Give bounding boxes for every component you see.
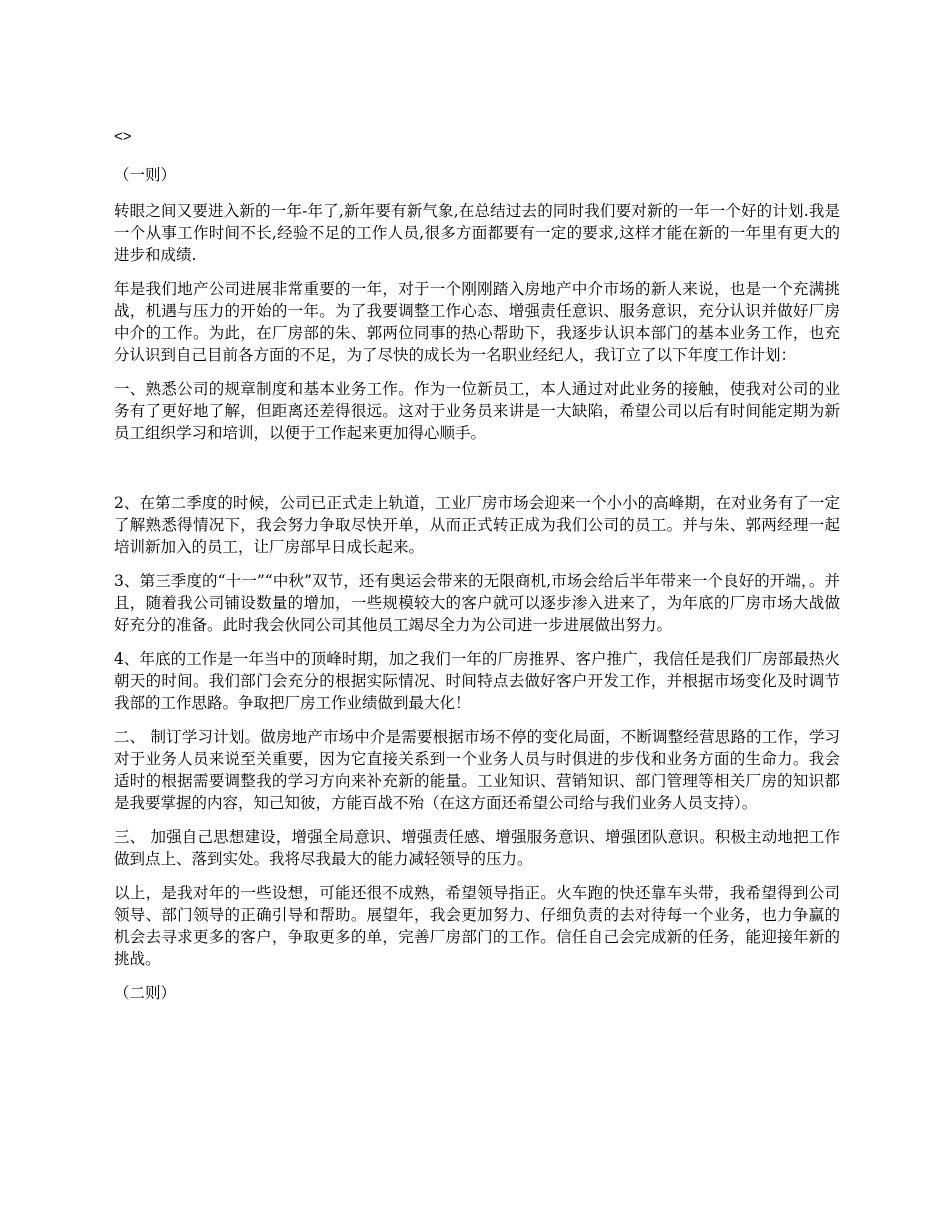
document-mark: <>: [114, 128, 132, 145]
plan-item-q2: 2、在第二季度的时候，公司已正式走上轨道，工业厂房市场会迎来一个小小的高峰期，在对业务有了一定了解熟悉得情况下，我会努力争取尽快开单，从而正式转正成为我们公司的员工。并与朱、郭两经理一起培训新加入的员工，让厂房部早日成长起来。: [114, 494, 840, 556]
background-paragraph: 年是我们地产公司进展非常重要的一年，对于一个刚刚踏入房地产中介市场的新人来说，也是一个充满挑战，机遇与压力的开始的一年。为了我要调整工作心态、增强责任意识、服务意识，充分认识并做好厂房中介的工作。为此，在厂房部的朱、郭两位同事的热心帮助下，我逐步认识本部门的基本业务工作，也充分认识到自己目前各方面的不足，为了尽快的成长为一名职业经纪人，我订立了以下年度工作计划：: [114, 280, 840, 364]
section-label-one: （一则）: [114, 166, 177, 184]
plan-item-q3: 3、第三季度的“十一”“中秋”双节，还有奥运会带来的无限商机,市场会给后半年带来一个良好的开端，。并且，随着我公司铺设数量的增加，一些规模较大的客户就可以逐步渗入进来了，为年底的厂房市场大战做好充分的准备。此时我会伙同公司其他员工竭尽全力为公司进一步进展做出努力。: [114, 572, 840, 634]
paragraph-gap: [114, 456, 840, 492]
plan-item-two: 二、 制订学习计划。做房地产市场中介是需要根据市场不停的变化局面，不断调整经营思路的工作，学习对于业务人员来说至关重要，因为它直接关系到一个业务人员与时俱进的步伐和业务方面的生命力。我会适时的根据需要调整我的学习方向来补充新的能量。工业知识、营销知识、部门管理等相关厂房的知识都是我要掌握的内容，知己知彼，方能百战不殆（在这方面还希望公司给与我们业务人员支持）。: [114, 728, 840, 812]
plan-item-three: 三、 加强自己思想建设，增强全局意识、增强责任感、增强服务意识、增强团队意识。积极主动地把工作做到点上、落到实处。我将尽我最大的能力减轻领导的压力。: [114, 828, 840, 868]
document-page: [114, 126, 840, 1018]
plan-item-year-end: 4、年底的工作是一年当中的顶峰时期，加之我们一年的厂房推界、客户推广，我信任是我们厂房部最热火朝天的时间。我们部门会充分的根据实际情况、时间特点去做好客户开发工作，并根据市场变化及时调节我部的工作思路。争取把厂房工作业绩做到最大化！: [114, 650, 840, 712]
plan-item-one: 一、熟悉公司的规章制度和基本业务工作。作为一位新员工，本人通过对此业务的接触，使我对公司的业务有了更好地了解，但距离还差得很远。这对于业务员来讲是一大缺陷，希望公司以后有时间能定期为新员工组织学习和培训，以便于工作起来更加得心顺手。: [114, 380, 840, 442]
section-label-two: （二则）: [114, 984, 177, 1002]
intro-paragraph: 转眼之间又要进入新的一年-年了,新年要有新气象,在总结过去的同时我们要对新的一年一个好的计划.我是一个从事工作时间不长,经验不足的工作人员,很多方面都要有一定的要求,这样才能在新的一年里有更大的进步和成绩.: [114, 202, 840, 264]
closing-paragraph: 以上，是我对年的一些设想，可能还很不成熟，希望领导指正。火车跑的快还靠车头带，我希望得到公司领导、部门领导的正确引导和帮助。展望年，我会更加努力、仔细负责的去对待每一个业务，也力争赢的机会去寻求更多的客户，争取更多的单，完善厂房部门的工作。信任自己会完成新的任务，能迎接年新的挑战。: [114, 884, 840, 968]
